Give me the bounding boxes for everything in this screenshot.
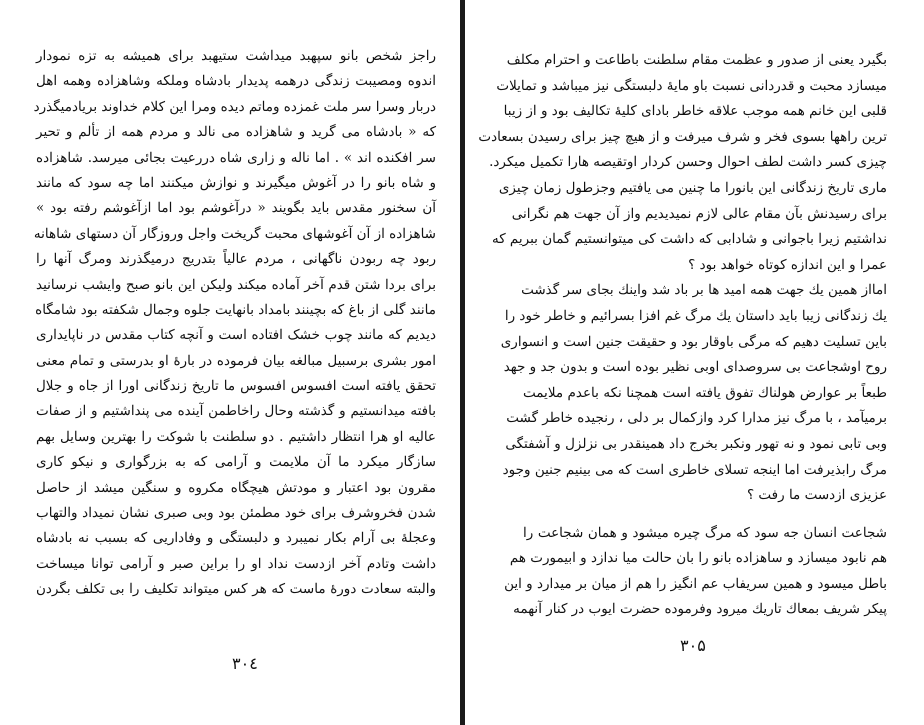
text-line: وبی تابی نمود و نه تهور ونکبر بخرج داد همینقدر بی نزلزل و آشفتگی bbox=[505, 435, 887, 452]
text-line: مرگ رابذیرفت اما اینجه تسلای خاطری است که می بینیم جنین وجود bbox=[502, 461, 887, 478]
text-line: عالیه او هرا انتظار داشتیم . دو سلطنت با شوکت را بهترین وسایل بهم bbox=[36, 428, 436, 445]
text-line: سر افکنده اند » . اما ناله و زاری شاه دررعیت بجائی میرسد. شاهزاده bbox=[36, 149, 436, 166]
page-number: ۳۰۵ bbox=[680, 636, 706, 655]
text-line: مانند گلی از باغ که بچینند بامداد بانهایت جلوه وجمال شکفته بود شامگاه bbox=[35, 301, 436, 318]
text-line: برمیآمد ، با مرگ نیز مدارا کرد وازکمال بر دلی ، رنجیده خاطر گشت bbox=[506, 410, 887, 427]
text-line: والبته سعادت دورهٔ ماست که هر کس میتواند تکلیف را بی تکلف بگردن bbox=[36, 581, 436, 598]
text-line: ماری تاریخ زندگانی این بانورا ما چنین می یافتیم وجزطول زمان چیزی bbox=[498, 179, 887, 196]
text-line: که « بادشاه می گرید و شاهزاده می نالد و مردم همه از تألم و تحیر bbox=[36, 124, 436, 141]
text-line: وعجلهٔ بی آرام بکار نمیبرد و دلبستگی و وفاداریی که بسبب نه بادشاه bbox=[36, 530, 436, 547]
text-line: شاهزاده از آن آغوشهای محبت گریخت واجل وروزگار آن دستهای شاهانه bbox=[33, 225, 436, 242]
text-line: اندوه ومصیبت زندگی درهمه پدیدار بادشاه وملکه وشاهزاده وهمه اهل bbox=[36, 73, 436, 90]
text-line: و شاه بانو را در آغوش میگیرند و نوازش میکنند اما چه سود که مانند bbox=[36, 174, 436, 191]
text-line: میسازد محبت و قدردانی نسبت باو مایهٔ دلبستگی نیز میباشد و تمایلات bbox=[496, 77, 887, 94]
paragraph-gap bbox=[523, 509, 887, 521]
text-line: ربود چه ربودن ناگهانی ، مردم عالیاً بتدریج درمیگذرند ومرگ آنها را bbox=[36, 251, 436, 268]
text-line: امااز همین یك جهت همه امید ها بر باد شد واینك بجای سر گذشت bbox=[521, 282, 887, 299]
text-line: شدن فخروشرف برای خود مطمئن بود وبی صبری نشان نمیداد والتهاب bbox=[36, 505, 436, 522]
text-line: مقرون بود اعتبار و مودتش هیچگاه مکروه و سنگین میشد از حاصل bbox=[36, 479, 436, 496]
text-line: دربار وسرا سر ملت غمزده وماتم دیده ومرا این کلام خداوند بریادمیگذرد bbox=[33, 98, 436, 115]
right-page-body bbox=[478, 48, 887, 623]
text-line: پیکر شریف بمعاك تاریك میرود وفرموده حضرت ایوب در کنار آنهمه bbox=[513, 601, 887, 618]
text-line: چیزی کسر داشت لطف احوال وحسن کردار اوتقیصه هارا تکمیل میکرد. bbox=[489, 154, 887, 171]
right-page bbox=[465, 0, 924, 725]
text-line: طبعاً بر عوارض هولناك تفوق یافته است همچنا نکه باعدم ملایمت bbox=[523, 384, 887, 401]
text-line: برای رسیدنش بآن مقام عالی لازم نمیدیدیم واز آن جهت هم نگرانی bbox=[511, 205, 887, 222]
left-page-body bbox=[33, 44, 436, 603]
text-line: هم نابود میسازد و ساهزاده بانو را بان حالت میا ندازد و ابیمورت هم bbox=[509, 550, 887, 567]
text-line: باطل میسود و همین سریفاب عم انگیز را هم از میان بر میدارد و این bbox=[504, 575, 887, 592]
text-line: سازگار میکرد ما آن ملایمت و آرامی که به بزرگواری و نیکو کاری bbox=[36, 454, 436, 471]
text-line: آن سخنور مقدس باید بگویند « درآغوشم بود اما ازآغوشم رفته بود » bbox=[36, 200, 436, 217]
text-line: نداشتیم زیرا باجوانی و شادابی که داشت کی میتوانستیم گمان ببریم که bbox=[491, 231, 887, 248]
text-line: ترین راهها بسوی فخر و شرف میرفت و از هیچ چیز برای رسیدن بسعادت bbox=[478, 128, 887, 145]
text-line: عمرا و این اندازه کوتاه خواهد بود ؟ bbox=[688, 256, 887, 273]
text-line: قلبی این خانم همه موجب علاقه خاطر بادای کلیهٔ تکالیف بود و از زیبا bbox=[503, 103, 887, 120]
text-line: باین تسلیت دهیم که مرگی باوقار بود و حقیقت جنین است و انسواری bbox=[500, 333, 887, 350]
text-line: داشت وتادم آخر ازدست نداد او را براین صبر و آرامی توانا میساخت bbox=[36, 555, 436, 572]
text-line: برای بردا شتن قدم آخر آماده میکند ولیکن این بانو صبح وایشب نرسانید bbox=[36, 276, 436, 293]
text-line: یك زندگانی زیبا باید داستان یك مرگ غم افزا بسرائیم و خاطر خود را bbox=[504, 307, 887, 324]
text-line: تحقق یافته است افسوس افسوس ما تاریخ زندگانی اورا از جاه و جلال bbox=[36, 378, 436, 395]
left-page bbox=[0, 0, 460, 725]
page-number: ۳۰٤ bbox=[232, 654, 258, 673]
text-line: راجز شخص بانو سپهبد میداشت ستیهبد برای همیشه به تزه نمودار bbox=[36, 48, 436, 64]
text-line: دیدیم که مانند چوب خشک افتاده است و آنچه کتاب مقدس در ناپایداری bbox=[36, 327, 436, 344]
text-line: عزیزی ازدست ما رفت ؟ bbox=[746, 487, 887, 504]
text-line: امور بشری برسبیل مبالغه بیان فرموده در بارهٔ او بدرستی و تمام معنی bbox=[36, 352, 436, 369]
text-line: بگیرد یعنی از صدور و عظمت مقام سلطنت باطاعت و احترام مکلف bbox=[506, 52, 887, 68]
text-line: روح اوشجاعت بی سروصدای اوبی نظیر بوده است و بدون جد و جهد bbox=[503, 359, 887, 376]
text-line: بافته میدانستیم و گذشته وحال راخاطمن آینده می پنداشتیم و از صفات bbox=[36, 403, 436, 420]
text-line: شجاعت انسان جه سود که مرگ چیره میشود و همان شجاعت را bbox=[523, 524, 887, 541]
